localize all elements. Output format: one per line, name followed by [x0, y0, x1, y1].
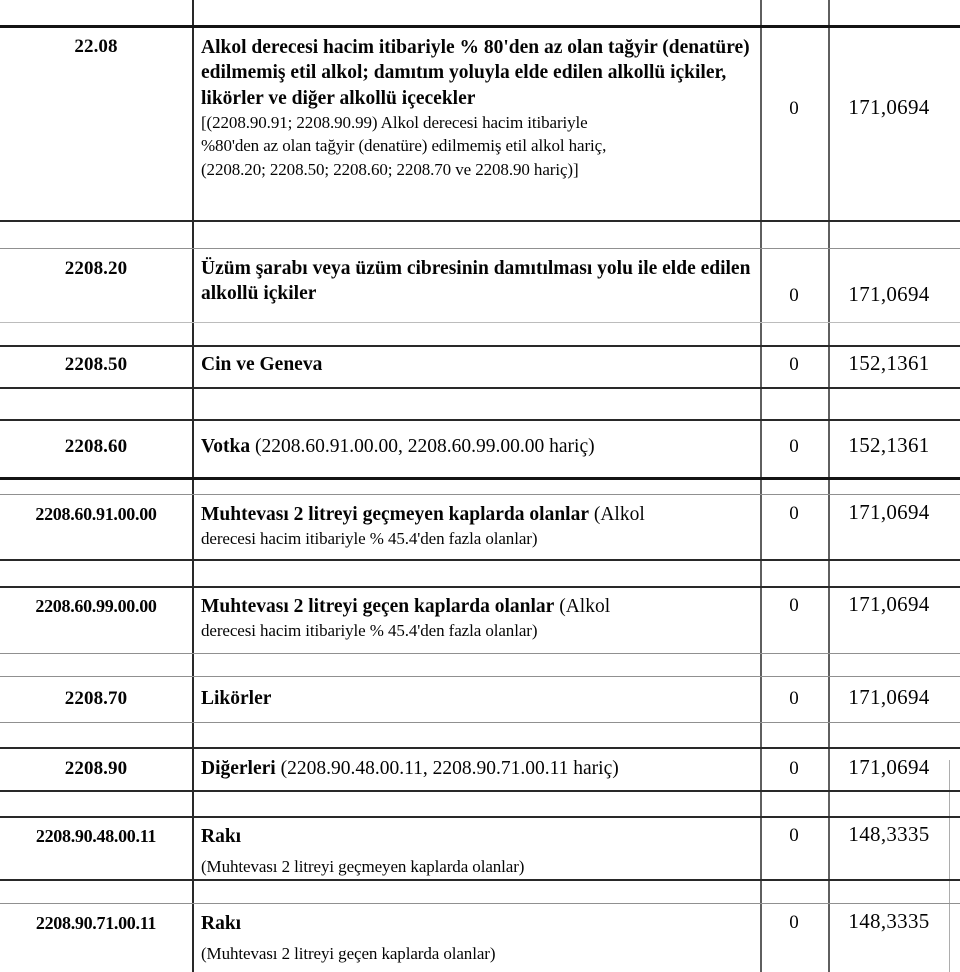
row-description: [192, 594, 775, 643]
row-amount: 152,1361: [848, 351, 930, 375]
row-rate: 0: [789, 503, 799, 524]
row-divider-5: [0, 559, 960, 561]
row-description-bold: Diğerleri: [201, 758, 276, 779]
row-description: [192, 824, 775, 879]
row-amount: 171,0694: [848, 755, 930, 779]
row-rate: 0: [789, 98, 799, 119]
row-description: [192, 756, 775, 781]
row-divider-3: [0, 387, 960, 389]
row-description-bold: Votka: [201, 436, 251, 457]
row-amount: 171,0694: [848, 500, 930, 524]
row-rate: 0: [789, 912, 799, 933]
row-description: [192, 35, 775, 181]
table-row: [0, 587, 960, 653]
row-description-plain: (Alkol: [554, 596, 611, 617]
row-amount: 148,3335: [848, 822, 930, 846]
row-rate: 0: [789, 758, 799, 779]
row-description: [192, 686, 775, 711]
row-code: 2208.60.99.00.00: [35, 596, 157, 616]
row-amount: 171,0694: [848, 95, 930, 119]
row-description-bold: Üzüm şarabı veya üzüm cibresinin damıtılması yolu ile elde edilen alkollü içkiler: [201, 258, 751, 305]
row-divider-9: [0, 879, 960, 881]
row-code: 22.08: [74, 36, 118, 57]
row-rate: 0: [789, 595, 799, 616]
row-divider-7: [0, 722, 960, 723]
row-rate: 0: [789, 825, 799, 846]
table-row: [0, 495, 960, 559]
table-row: [0, 420, 960, 477]
row-code: 2208.20: [64, 258, 128, 279]
row-description-bold: Muhtevası 2 litreyi geçmeyen kaplarda olanlar: [201, 504, 589, 525]
row-description: [192, 434, 775, 459]
row-divider-1: [0, 220, 960, 222]
row-description-bold: Rakı: [201, 913, 242, 934]
row-divider-8: [0, 790, 960, 792]
table-row: [0, 748, 960, 790]
row-code: 2208.60: [64, 436, 128, 457]
row-description-bold: Rakı: [201, 826, 242, 847]
row-description-note-0: [(2208.90.91; 2208.90.99) Alkol derecesi hacim itibariyle: [201, 113, 588, 133]
row-divider-4: [0, 477, 960, 480]
row-description-bold: Cin ve Geneva: [201, 354, 323, 375]
row-code: 2208.60.91.00.00: [35, 504, 157, 524]
row-description-bold: Likörler: [201, 688, 272, 709]
row-description-note-0: (Muhtevası 2 litreyi geçmeyen kaplarda olanlar): [201, 857, 525, 877]
row-divider-2: [0, 322, 960, 323]
row-description-note-2: (2208.20; 2208.50; 2208.60; 2208.70 ve 2208.90 hariç)]: [201, 159, 579, 179]
row-amount: 171,0694: [848, 282, 930, 306]
row-description-note-0: derecesi hacim itibariyle % 45.4'den fazla olanlar): [201, 621, 538, 641]
table-row: [0, 677, 960, 722]
row-description-plain: (2208.60.91.00.00, 2208.60.99.00.00 hariç): [250, 436, 595, 457]
row-amount: 171,0694: [848, 685, 930, 709]
row-rate: 0: [789, 285, 799, 306]
row-divider-6: [0, 653, 960, 654]
row-description-plain: (Alkol: [588, 504, 645, 525]
table-row: [0, 904, 960, 972]
row-code: 2208.50: [64, 354, 128, 375]
row-rate: 0: [789, 688, 799, 709]
table-row: [0, 249, 960, 322]
row-description: [192, 256, 775, 307]
table-row: [0, 26, 960, 220]
row-amount: 148,3335: [848, 909, 930, 933]
row-description-note-0: (Muhtevası 2 litreyi geçen kaplarda olanlar): [201, 944, 496, 964]
table-row: [0, 817, 960, 879]
row-amount: 152,1361: [848, 433, 930, 457]
row-code: 2208.90: [64, 758, 128, 779]
row-rate: 0: [789, 436, 799, 457]
row-description-note-0: derecesi hacim itibariyle % 45.4'den fazla olanlar): [201, 529, 538, 549]
row-code: 2208.90.71.00.11: [35, 913, 157, 933]
row-description: [192, 502, 775, 551]
row-code: 2208.90.48.00.11: [35, 826, 157, 846]
row-amount: 171,0694: [848, 592, 930, 616]
row-description-note-1: %80'den az olan tağyir (denatüre) edilmemiş etil alkol hariç,: [201, 136, 607, 156]
row-rate: 0: [789, 354, 799, 375]
table-row: [0, 346, 960, 387]
row-description: [192, 911, 775, 966]
row-description: [192, 352, 775, 377]
row-description-bold: Alkol derecesi hacim itibariyle % 80'den az olan tağyir (denatüre) edilmemiş etil alkol; damıtım yoluyla elde edilen alkollü içkiler, likörler ve diğer alkollü içecekler: [201, 37, 750, 109]
row-description-bold: Muhtevası 2 litreyi geçen kaplarda olanlar: [201, 596, 555, 617]
row-description-plain: (2208.90.48.00.11, 2208.90.71.00.11 hariç): [275, 758, 619, 779]
row-code: 2208.70: [64, 688, 128, 709]
